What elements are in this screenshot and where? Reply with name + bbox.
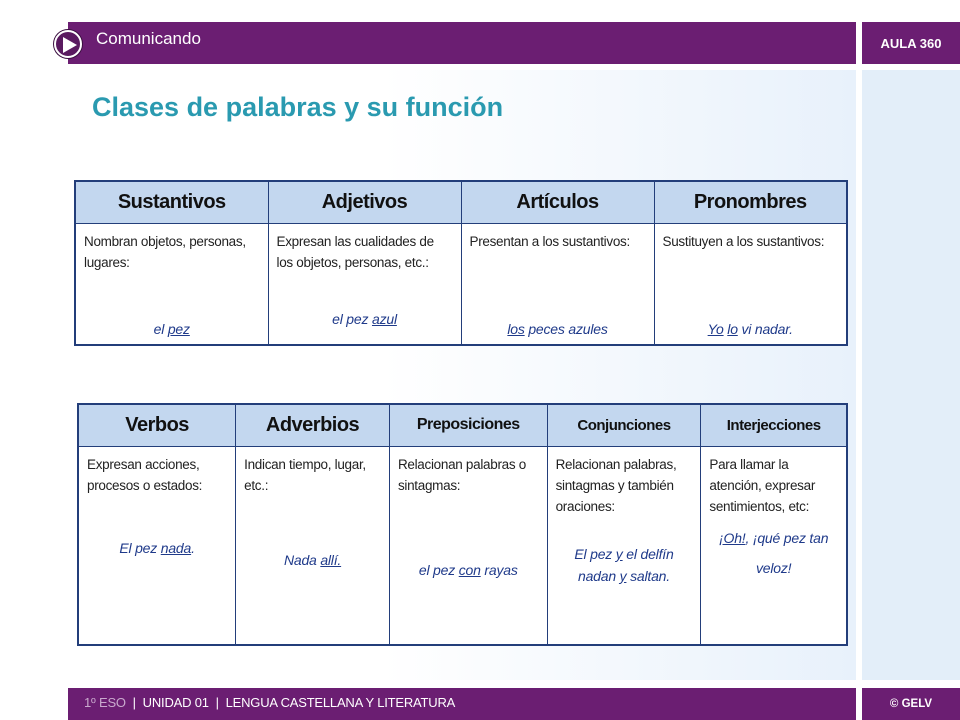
- example: El pez y el delfín nadan y saltan.: [574, 545, 674, 584]
- header-sustantivos: Sustantivos: [75, 181, 268, 223]
- play-button[interactable]: [54, 30, 82, 58]
- cell-adverbios: [236, 446, 390, 645]
- side-panel: [862, 70, 960, 680]
- table-row: [78, 446, 847, 645]
- play-icon: [63, 37, 77, 53]
- cell-adjetivos: [268, 223, 461, 345]
- table-row: [75, 223, 847, 345]
- cell-conjunciones: [547, 446, 701, 645]
- header-conjunciones: Conjunciones: [547, 404, 701, 446]
- example: el pez con rayas: [418, 561, 518, 578]
- description: Para llamar la atención, expresar sentimientos, etc:: [709, 456, 816, 514]
- example: Nada allí.: [283, 551, 342, 568]
- cell-verbos: [78, 446, 236, 645]
- description: Nombran objetos, personas, lugares:: [84, 233, 246, 270]
- description: Sustituyen a los sustantivos:: [662, 233, 825, 249]
- header-interjecciones: Interjecciones: [701, 404, 847, 446]
- example: El pez nada.: [119, 539, 195, 556]
- description: Relacionan palabras o sintagmas:: [397, 456, 526, 493]
- example: los peces azules: [507, 320, 608, 337]
- cell-sustantivos: [75, 223, 268, 345]
- cell-interjecciones: [701, 446, 847, 645]
- header-pronombres: Pronombres: [654, 181, 847, 223]
- section-title: Comunicando: [96, 29, 201, 48]
- header-adjetivos: Adjetivos: [268, 181, 461, 223]
- cell-preposiciones: [389, 446, 547, 645]
- word-classes-table-1: [74, 180, 848, 346]
- table-header-row: [75, 181, 847, 223]
- word-classes-table-2: [77, 403, 848, 646]
- cell-pronombres: [654, 223, 847, 345]
- example: ¡Oh!, ¡qué pez tan veloz!: [719, 529, 829, 576]
- header-articulos: Artículos: [461, 181, 654, 223]
- cell-articulos: [461, 223, 654, 345]
- example: el pez azul: [332, 310, 397, 327]
- header-adverbios: Adverbios: [236, 404, 390, 446]
- example: el pez: [153, 320, 190, 337]
- table-header-row: [78, 404, 847, 446]
- page-title: Clases de palabras y su función: [92, 92, 504, 122]
- copyright: © GELV: [889, 698, 933, 710]
- description: Relacionan palabras, sintagmas y también oraciones:: [555, 456, 677, 514]
- example: Yo lo vi nadar.: [707, 320, 793, 337]
- header-verbos: Verbos: [78, 404, 236, 446]
- description: Expresan las cualidades de los objetos, personas, etc.:: [276, 233, 434, 270]
- brand-label: AULA 360: [880, 36, 942, 51]
- header-preposiciones: Preposiciones: [389, 404, 547, 446]
- description: Expresan acciones, procesos o estados:: [87, 456, 203, 493]
- description: Indican tiempo, lugar, etc.:: [244, 456, 366, 493]
- footer-breadcrumb: 1º ESO | UNIDAD 01 | LENGUA CASTELLANA Y LITERATURA: [84, 695, 456, 710]
- description: Presentan a los sustantivos:: [469, 233, 630, 249]
